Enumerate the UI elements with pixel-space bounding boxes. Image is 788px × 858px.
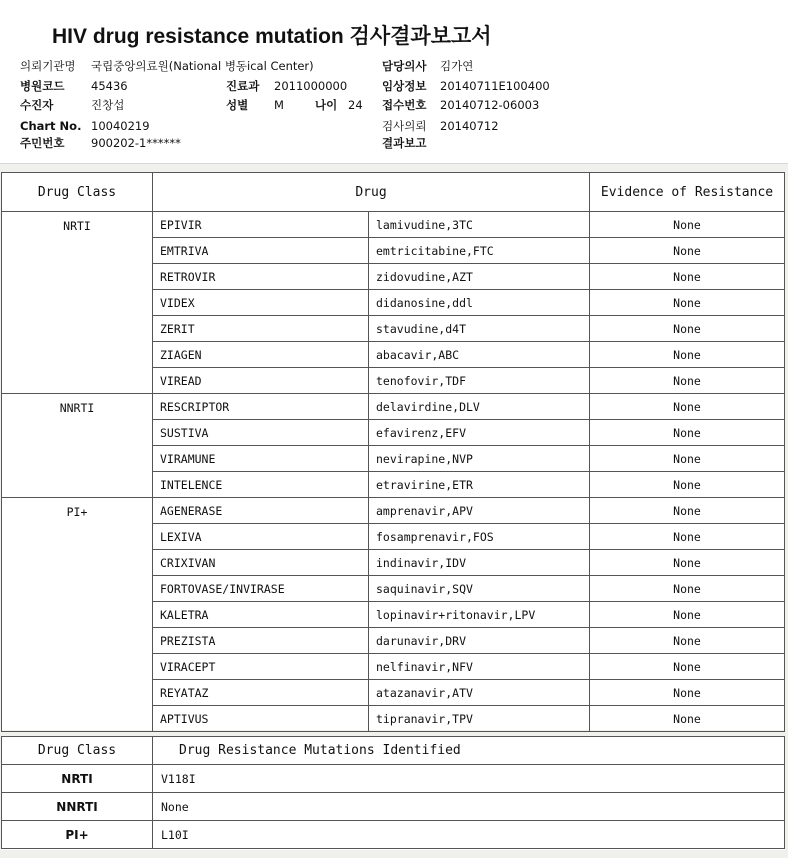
brand-name-cell: PREZISTA xyxy=(153,628,369,654)
evidence-cell: None xyxy=(590,368,785,394)
evidence-cell: None xyxy=(590,420,785,446)
mutation-class-header: Drug Class xyxy=(2,737,153,765)
hospital-code-value: 45436 xyxy=(91,79,128,93)
age-value: 24 xyxy=(348,98,363,112)
generic-name-cell: efavirenz,EFV xyxy=(369,420,590,446)
brand-name-cell: CRIXIVAN xyxy=(153,550,369,576)
generic-name-cell: atazanavir,ATV xyxy=(369,680,590,706)
evidence-cell: None xyxy=(590,342,785,368)
brand-name-cell: SUSTIVA xyxy=(153,420,369,446)
generic-name-cell: fosamprenavir,FOS xyxy=(369,524,590,550)
resident-no-value: 900202-1****** xyxy=(91,136,181,150)
mutation-class-cell: NRTI xyxy=(2,765,153,793)
generic-name-cell: tipranavir,TPV xyxy=(369,706,590,732)
evidence-cell: None xyxy=(590,472,785,498)
generic-name-cell: indinavir,IDV xyxy=(369,550,590,576)
doctor-label: 담당의사 xyxy=(382,59,427,73)
mutations-header: Drug Resistance Mutations Identified xyxy=(153,737,785,765)
brand-name-cell: KALETRA xyxy=(153,602,369,628)
brand-name-cell: AGENERASE xyxy=(153,498,369,524)
institution-label: 의뢰기관명 xyxy=(20,59,76,73)
evidence-cell: None xyxy=(590,706,785,732)
drug-header: Drug xyxy=(153,173,590,212)
drug-class-cell: NRTI xyxy=(2,212,153,394)
collector-label: 수진자 xyxy=(20,98,54,112)
drug-class-cell: NNRTI xyxy=(2,394,153,498)
age-label: 나이 xyxy=(315,98,338,112)
mutation-table-panel xyxy=(1,736,785,850)
drug-resistance-table xyxy=(1,172,785,732)
brand-name-cell: EMTRIVA xyxy=(153,238,369,264)
generic-name-cell: lopinavir+ritonavir,LPV xyxy=(369,602,590,628)
mutation-class-cell: PI+ xyxy=(2,821,153,849)
request-date-value: 20140712 xyxy=(440,119,499,133)
receipt-no-label: 접수번호 xyxy=(382,98,427,112)
resident-no-label: 주민번호 xyxy=(20,136,65,150)
evidence-cell: None xyxy=(590,212,785,238)
brand-name-cell: RETROVIR xyxy=(153,264,369,290)
evidence-cell: None xyxy=(590,264,785,290)
brand-name-cell: VIDEX xyxy=(153,290,369,316)
evidence-cell: None xyxy=(590,628,785,654)
generic-name-cell: nevirapine,NVP xyxy=(369,446,590,472)
brand-name-cell: REYATAZ xyxy=(153,680,369,706)
evidence-cell: None xyxy=(590,550,785,576)
evidence-cell: None xyxy=(590,602,785,628)
evidence-cell: None xyxy=(590,446,785,472)
generic-name-cell: darunavir,DRV xyxy=(369,628,590,654)
evidence-header: Evidence of Resistance xyxy=(590,173,785,212)
drug-table-panel xyxy=(1,172,785,730)
table-row xyxy=(2,498,785,524)
generic-name-cell: stavudine,d4T xyxy=(369,316,590,342)
generic-name-cell: amprenavir,APV xyxy=(369,498,590,524)
brand-name-cell: VIRACEPT xyxy=(153,654,369,680)
mutation-value-cell: None xyxy=(153,793,785,821)
evidence-cell: None xyxy=(590,238,785,264)
hospital-code-label: 병원코드 xyxy=(20,79,65,93)
table-row xyxy=(2,765,785,793)
institution-value: 국립중앙의료원(National 병동ical Center) xyxy=(91,59,314,73)
doctor-value: 김가연 xyxy=(440,59,474,73)
sex-value: M xyxy=(274,98,284,112)
generic-name-cell: emtricitabine,FTC xyxy=(369,238,590,264)
brand-name-cell: ZIAGEN xyxy=(153,342,369,368)
report-header xyxy=(0,0,788,164)
generic-name-cell: tenofovir,TDF xyxy=(369,368,590,394)
evidence-cell: None xyxy=(590,680,785,706)
evidence-cell: None xyxy=(590,524,785,550)
evidence-cell: None xyxy=(590,290,785,316)
receipt-no-value: 20140712-06003 xyxy=(440,98,540,112)
mutation-value-cell: V118I xyxy=(153,765,785,793)
result-report-label: 결과보고 xyxy=(382,136,427,150)
generic-name-cell: abacavir,ABC xyxy=(369,342,590,368)
sex-label: 성별 xyxy=(226,98,249,112)
brand-name-cell: ZERIT xyxy=(153,316,369,342)
generic-name-cell: saquinavir,SQV xyxy=(369,576,590,602)
table-row xyxy=(2,821,785,849)
mutation-value-cell: L10I xyxy=(153,821,785,849)
table-row xyxy=(2,394,785,420)
brand-name-cell: LEXIVA xyxy=(153,524,369,550)
request-date-label: 검사의뢰 xyxy=(382,119,427,133)
department-label: 진료과 xyxy=(226,79,260,93)
generic-name-cell: delavirdine,DLV xyxy=(369,394,590,420)
brand-name-cell: FORTOVASE/INVIRASE xyxy=(153,576,369,602)
generic-name-cell: nelfinavir,NFV xyxy=(369,654,590,680)
generic-name-cell: lamivudine,3TC xyxy=(369,212,590,238)
brand-name-cell: INTELENCE xyxy=(153,472,369,498)
brand-name-cell: APTIVUS xyxy=(153,706,369,732)
clinical-info-label: 임상정보 xyxy=(382,79,427,93)
generic-name-cell: etravirine,ETR xyxy=(369,472,590,498)
mutation-class-cell: NNRTI xyxy=(2,793,153,821)
chart-no-value: 10040219 xyxy=(91,119,150,133)
collector-value: 진창섭 xyxy=(91,98,125,112)
drug-class-cell: PI+ xyxy=(2,498,153,732)
mutation-table xyxy=(1,736,785,849)
brand-name-cell: VIREAD xyxy=(153,368,369,394)
brand-name-cell: RESCRIPTOR xyxy=(153,394,369,420)
evidence-cell: None xyxy=(590,498,785,524)
table-row xyxy=(2,793,785,821)
clinical-info-value: 20140711E100400 xyxy=(440,79,550,93)
drug-class-header: Drug Class xyxy=(2,173,153,212)
brand-name-cell: VIRAMUNE xyxy=(153,446,369,472)
generic-name-cell: didanosine,ddl xyxy=(369,290,590,316)
generic-name-cell: zidovudine,AZT xyxy=(369,264,590,290)
evidence-cell: None xyxy=(590,316,785,342)
brand-name-cell: EPIVIR xyxy=(153,212,369,238)
evidence-cell: None xyxy=(590,394,785,420)
table-row xyxy=(2,212,785,238)
department-value: 2011000000 xyxy=(274,79,348,93)
chart-no-label: Chart No. xyxy=(20,119,82,133)
evidence-cell: None xyxy=(590,654,785,680)
report-title: HIV drug resistance mutation 검사결과보고서 xyxy=(52,25,492,48)
evidence-cell: None xyxy=(590,576,785,602)
